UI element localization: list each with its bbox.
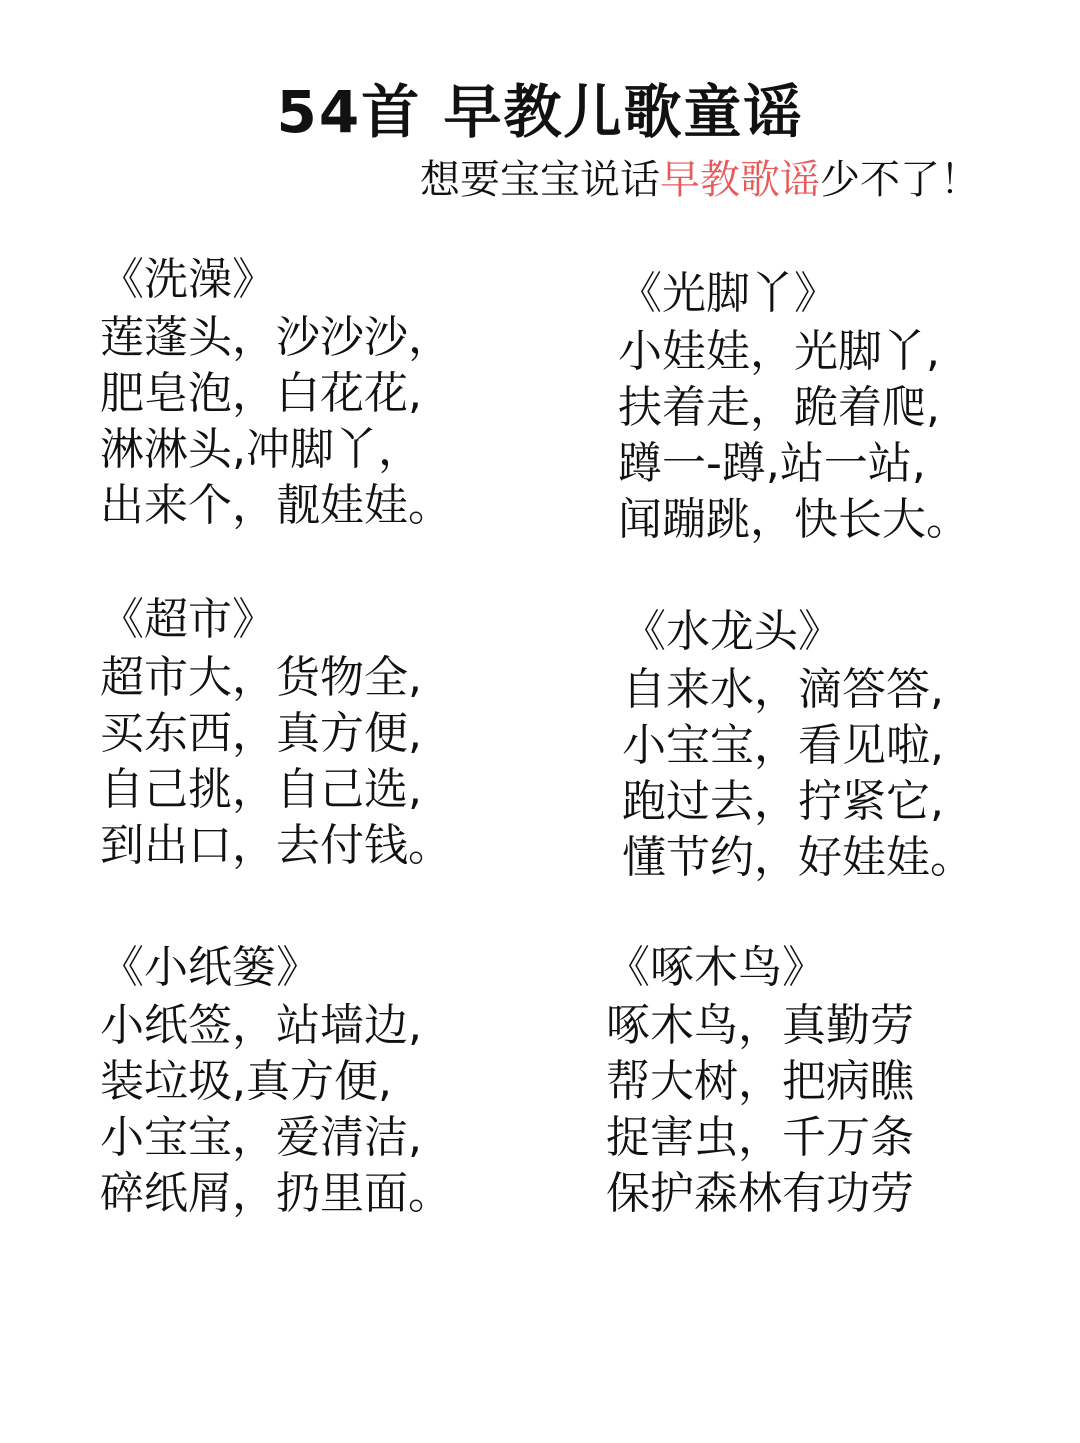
poem-line: 碎纸屑，扔里面。 — [100, 1168, 452, 1219]
poem-line: 小纸签，站墙边, — [100, 1000, 422, 1051]
poem-line: 跑过去，拧紧它, — [622, 776, 944, 827]
poem-line: 买东西，真方便, — [100, 708, 422, 759]
poem-title: 《小纸篓》 — [100, 942, 320, 993]
poem-line: 扶着走，跪着爬, — [618, 382, 940, 433]
poem-title: 《啄木鸟》 — [606, 942, 826, 993]
poem-guangjiaoya — [618, 266, 970, 548]
poem-line: 到出口，去付钱。 — [100, 820, 452, 871]
poem-line: 保护森林有功劳 — [606, 1168, 914, 1219]
poem-line: 莲蓬头，沙沙沙， — [100, 312, 452, 363]
poem-line: 帮大树，把病瞧 — [606, 1056, 914, 1107]
poem-line: 闻蹦跳，快长大。 — [618, 494, 970, 545]
subtitle-text-end: 少不了！ — [820, 157, 980, 203]
poem-line: 装垃圾,真方便, — [100, 1056, 392, 1107]
poem-line: 超市大，货物全, — [100, 652, 422, 703]
poem-title: 《光脚丫》 — [618, 268, 838, 319]
page-title: 54首 早教儿歌童谣 — [276, 78, 804, 146]
poem-line: 懂节约，好娃娃。 — [622, 832, 974, 883]
poem-title: 《超市》 — [100, 594, 276, 645]
poem-xiaozhilou — [100, 940, 452, 1222]
poem-line: 自己挑，自己选, — [100, 764, 422, 815]
poem-xizao — [100, 252, 452, 534]
poem-title: 《水龙头》 — [622, 606, 842, 657]
poem-shuilongtou — [622, 604, 974, 886]
poem-chaoshi — [100, 592, 452, 874]
poem-line: 捉害虫，千万条 — [606, 1112, 914, 1163]
subtitle-highlight: 早教歌谣 — [660, 157, 820, 203]
poem-line: 啄木鸟，真勤劳 — [606, 1000, 914, 1051]
poem-line: 自来水，滴答答, — [622, 664, 944, 715]
poem-title: 《洗澡》 — [100, 254, 276, 305]
poem-line: 淋淋头,冲脚丫， — [100, 424, 422, 475]
poem-zhuomuniao — [606, 940, 914, 1222]
poem-line: 肥皂泡，白花花, — [100, 368, 422, 419]
poem-line: 出来个，靓娃娃。 — [100, 480, 452, 531]
poem-line: 小宝宝，爱清洁, — [100, 1112, 422, 1163]
subtitle — [420, 152, 980, 208]
poem-line: 小宝宝，看见啦, — [622, 720, 944, 771]
subtitle-text: 想要宝宝说话 — [420, 157, 660, 203]
poem-line: 小娃娃，光脚丫, — [618, 326, 940, 377]
poem-line: 蹲一-蹲,站一站, — [618, 438, 926, 489]
